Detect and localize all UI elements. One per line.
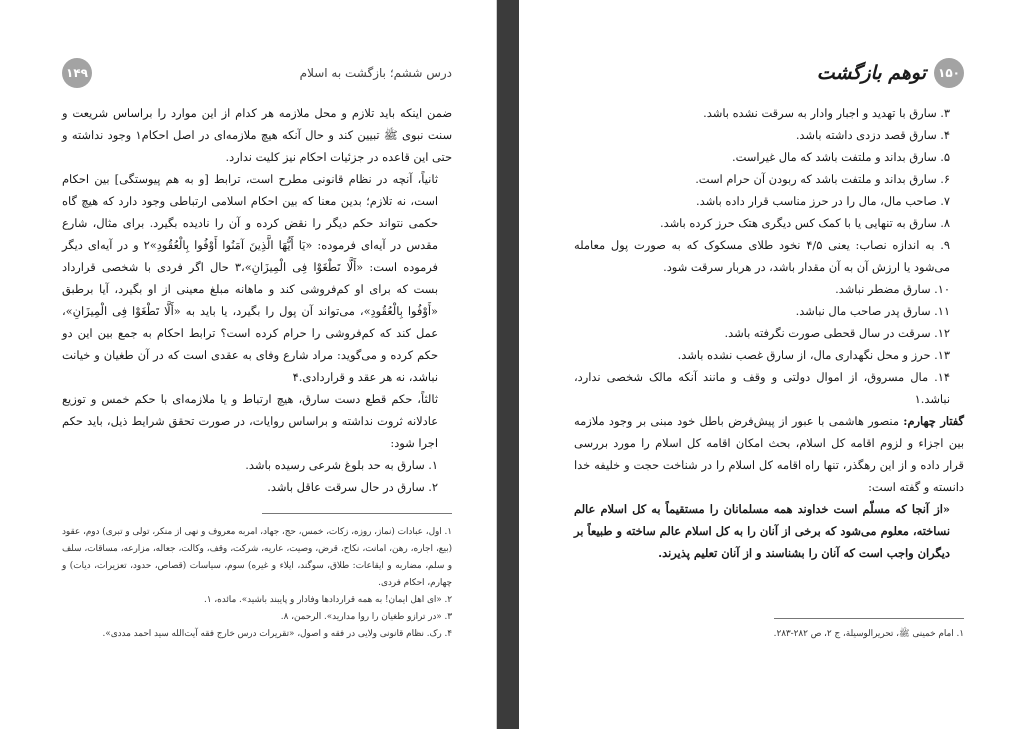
footnote-separator xyxy=(774,618,964,619)
quote-block: «از آنجا که مسلّم است خداوند همه مسلمانان را مستقیماً به کل اسلام عالم نساخته، معلوم می‌شود که برخی از آنان را به کل اسلام عالم ساخته و طبیعاً بر دیگران واجب است که آنان را بشناسند و از آنان تعلیم پذیرند. xyxy=(574,502,950,560)
conditions-list xyxy=(574,102,964,410)
condition-item: ۵. سارق بداند و ملتفت باشد که مال غیراست. xyxy=(731,150,950,164)
condition-item: ۱. سارق به حد بلوغ شرعی رسیده باشد. xyxy=(245,458,438,472)
condition-item: ۱۱. سارق پدر صاحب مال نباشد. xyxy=(795,304,950,318)
condition-item: ۹. به اندازه نصاب: یعنی ۴/۵ نخود طلای مسکوک که به صورت پول معامله می‌شود یا ارزش آن به آن مقدار باشد، در هربار سرقت شود. xyxy=(574,238,950,274)
condition-item: ۱۰. سارق مضطر نباشد. xyxy=(835,282,950,296)
left-header xyxy=(62,58,452,88)
left-body-text xyxy=(62,102,452,498)
footnote: ۱. اول، عبادات (نماز، روزه، زکات، خمس، حج، جهاد، امربه معروف و نهی از منکر، تولی و تبری) دوم، عقود (بیع، اجاره، رهن، امانت، نکاح، قرض، وصیت، عاریه، شرکت، وقف، وکالت، جعاله، مزارعه، مساقات، سلف و سلم، مضاربه و ایقاعات: طلاق، سوگند، ایلاء و غیره) سوم، سیاسات (قصاص، حدود، تعزیرات، دیات) و چهارم، احکام فردی. xyxy=(62,527,452,588)
book-spine xyxy=(497,0,519,729)
statement-text: منصور هاشمی با عبور از پیش‌فرض باطل خود مبنی بر وجود ملازمه بین اجزاء و لزوم اقامه کل اسلام، بحث امکان اقامه کل اسلام را مورد بررسی قرار داده و از این رهگذر، تنها راه اقامه کل اسلام را در شناخت حجت و خلیفه خدا دانسته و گفته است: xyxy=(574,414,964,494)
footnote: ۱. امام خمینی ﷺ، تحریرالوسیلة، ج ۲، ص ۲۸۲-۲۸۳. xyxy=(773,629,964,639)
right-page xyxy=(519,0,1024,729)
conditions-list xyxy=(62,454,452,498)
footnote-separator xyxy=(262,513,452,514)
running-head: درس ششم؛ بازگشت به اسلام xyxy=(299,66,452,80)
book-title: توهم بازگشت xyxy=(816,62,926,84)
right-body-text xyxy=(574,102,964,564)
right-footnotes xyxy=(574,626,964,643)
condition-item: ۷. صاحب مال، مال را در حرز مناسب قرار داده باشد. xyxy=(696,194,950,208)
paragraph: ثالثاً، حکم قطع دست سارق، هیچ ارتباط و یا ملازمه‌ای با حکم خمس و توزیع عادلانه ثروت نداشته و براساس روایات، در صورت تحقق شرایط ذیل، باید حکم اجرا شود: xyxy=(62,392,438,450)
footnote: ۴. رک. نظام قانونی ولایی در فقه و اصول، «تقریرات درس خارج فقه آیت‌الله سید احمد مددی». xyxy=(102,629,452,639)
statement-paragraph xyxy=(574,410,964,498)
condition-item: ۲. سارق در حال سرقت عاقل باشد. xyxy=(267,480,438,494)
condition-item: ۱۳. حرز و محل نگهداری مال، از سارق غصب نشده باشد. xyxy=(677,348,950,362)
condition-item: ۶. سارق بداند و ملتفت باشد که ربودن آن حرام است. xyxy=(695,172,950,186)
footnote: ۳. «در ترازو طغیان را روا مدارید». الرحمن، ۸. xyxy=(280,612,452,622)
condition-item: ۴. سارق قصد دزدی داشته باشد. xyxy=(795,128,950,142)
left-page xyxy=(0,0,497,729)
paragraph: ضمن اینکه باید تلازم و محل ملازمه هر کدام از این موارد را براساس شریعت و سنت نبوی ﷺ تبیین کند و حال آنکه هیچ ملازمه‌ای در اصل احکام۱ وجود نداشته و حتی این قاعده در جزئیات احکام نیز کلیت ندارد. xyxy=(62,106,453,164)
condition-item: ۱۴. مال مسروق، از اموال دولتی و وقف و مانند آنکه مالک شخصی ندارد، نباشد.۱ xyxy=(574,370,950,406)
condition-item: ۸. سارق به تنهایی یا با کمک کس دیگری هتک حرز کرده باشد. xyxy=(660,216,950,230)
left-footnotes xyxy=(62,524,452,643)
condition-item: ۱۲. سرقت در سال قحطی صورت نگرفته باشد. xyxy=(724,326,950,340)
footnote: ۲. «ای اهل ایمان! به همه قراردادها وفادار و پایبند باشید». مائده، ۱. xyxy=(203,595,452,605)
page-number-badge: ۱۴۹ xyxy=(62,58,92,88)
condition-item: ۳. سارق با تهدید و اجبار وادار به سرقت نشده باشد. xyxy=(703,106,950,120)
statement-label: گفتار چهارم: xyxy=(903,414,964,428)
right-header xyxy=(589,58,964,88)
page-number-badge: ۱۵۰ xyxy=(934,58,964,88)
paragraph: ثانیاً، آنچه در نظام قانونی مطرح است، ترابط [و به هم پیوستگی] بین احکام است، نه تلازم؛ بدین معنا که بین احکام اسلامی ارتباطی وجود دارد که هیچ گاه حکمی نتواند حکم دیگر را نقض کرده و آن را نادیده بگیرد. برای مثال، شارع مقدس در آیه‌ای فرموده: «یَا أَیُّهَا الَّذِینَ آمَنُوا أَوْفُوا بِالْعُقُودِ»۲ و در آیه‌ای دیگر فرموده است: «أَلَّا تَطْغَوْا فِی الْمِیزَانِ»،۳ حال اگر فردی با شخصی قرارداد بست که برای او کم‌فروشی کند و ماهانه مبلغ معینی از او بگیرد، آیا برطبق «أَوْفُوا بِالْعُقُودِ»، می‌تواند آن پول را بگیرد، یا باید به «أَلَّا تَطْغَوْا فِی الْمِیزَانِ»، عمل کند که کم‌فروشی را حرام کرده است؟ ترابط احکام به جمع بین این دو حکم کرده و می‌گوید: مراد شارع وفای به عقدی است که در آن طغیان و خیانت نباشد، نه هر عقد و قراردادی.۴ xyxy=(62,172,438,384)
